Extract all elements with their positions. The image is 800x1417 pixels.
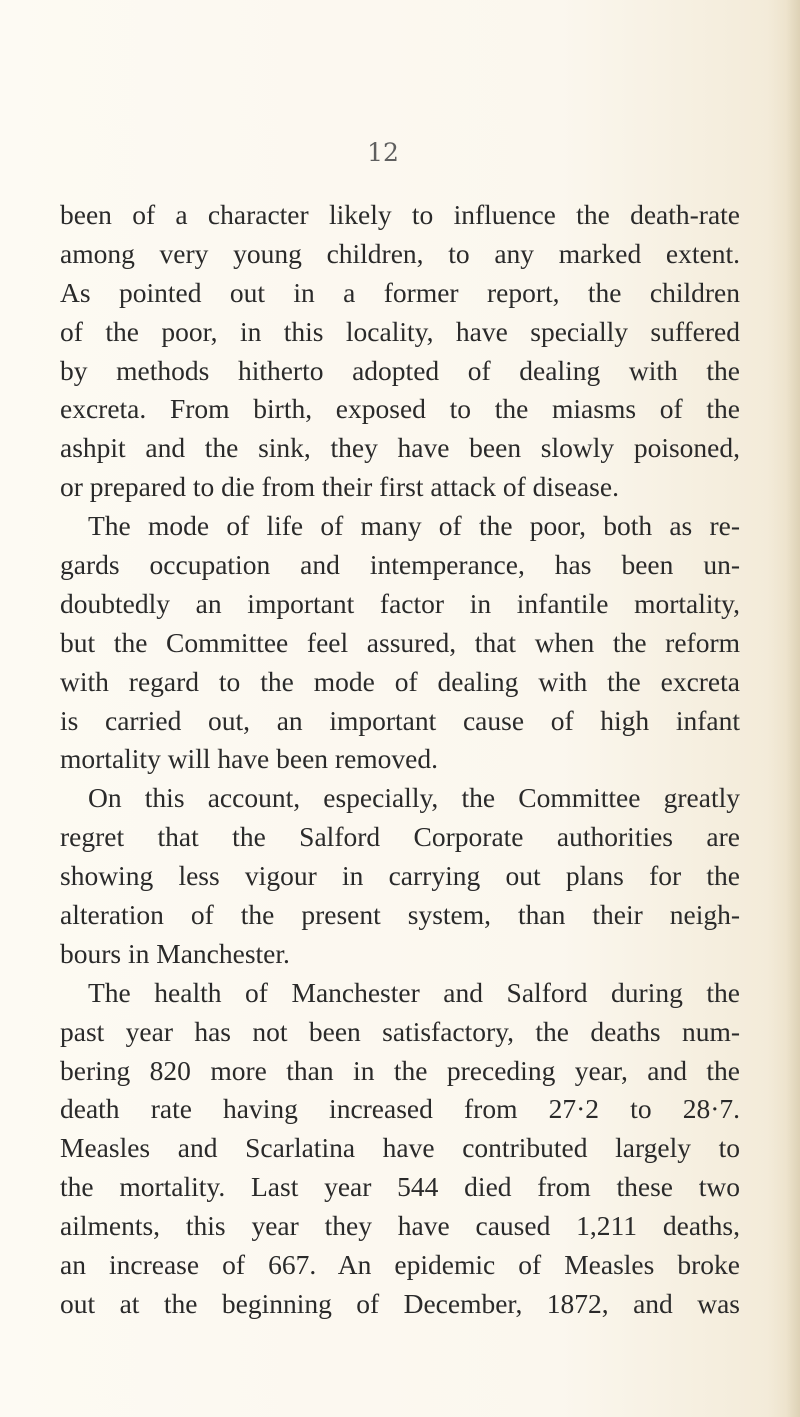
text-line: the mortality. Last year 544 died from these two xyxy=(60,1171,740,1203)
text-line: Measles and Scarlatina have contributed largely to xyxy=(60,1132,740,1164)
text-line: mortality will have been removed. xyxy=(60,743,439,775)
text-line: by methods hitherto adopted of dealing with the xyxy=(60,354,740,386)
page-edge-shadow xyxy=(786,0,800,1417)
text-line: bering 820 more than in the preceding year, and the xyxy=(60,1054,740,1086)
text-line: among very young children, to any marked extent. xyxy=(60,237,740,269)
text-line: doubtedly an important factor in infantile mortality, xyxy=(60,587,740,619)
paragraph-start-line: On this account, especially, the Committee greatly xyxy=(88,782,740,814)
text-line: of the poor, in this locality, have specially suffered xyxy=(60,315,740,347)
paragraph-start-line: The health of Manchester and Salford during the xyxy=(88,976,740,1008)
text-line: past year has not been satisfactory, the deaths num- xyxy=(60,1015,740,1047)
text-line: been of a character likely to influence the death-rate xyxy=(60,199,740,230)
text-line: is carried out, an important cause of high infant xyxy=(60,704,740,736)
text-line: gards occupation and intemperance, has been un- xyxy=(60,549,740,581)
text-line: bours in Manchester. xyxy=(60,937,290,969)
text-line: an increase of 667. An epidemic of Measles broke xyxy=(60,1249,740,1281)
text-line: regret that the Salford Corporate authorities are xyxy=(60,821,740,853)
page-number: 12 xyxy=(367,138,399,167)
body-text xyxy=(60,196,740,1324)
text-line: ailments, this year they have caused 1,211 deaths, xyxy=(60,1210,740,1242)
paragraph-start-line: The mode of life of many of the poor, both as re- xyxy=(88,510,740,542)
text-line: out at the beginning of December, 1872, and was xyxy=(60,1287,740,1319)
text-line: or prepared to die from their first attack of disease. xyxy=(60,471,619,503)
text-line: excreta. From birth, exposed to the miasms of the xyxy=(60,393,740,425)
text-line: ashpit and the sink, they have been slowly poisoned, xyxy=(60,432,740,464)
text-line: with regard to the mode of dealing with the excreta xyxy=(60,665,740,697)
text-line: alteration of the present system, than their neigh- xyxy=(60,899,740,931)
text-line: As pointed out in a former report, the children xyxy=(60,276,740,308)
text-line: showing less vigour in carrying out plans for the xyxy=(60,860,740,892)
text-line: death rate having increased from 27·2 to 28·7. xyxy=(60,1093,740,1125)
text-line: but the Committee feel assured, that when the reform xyxy=(60,626,740,658)
